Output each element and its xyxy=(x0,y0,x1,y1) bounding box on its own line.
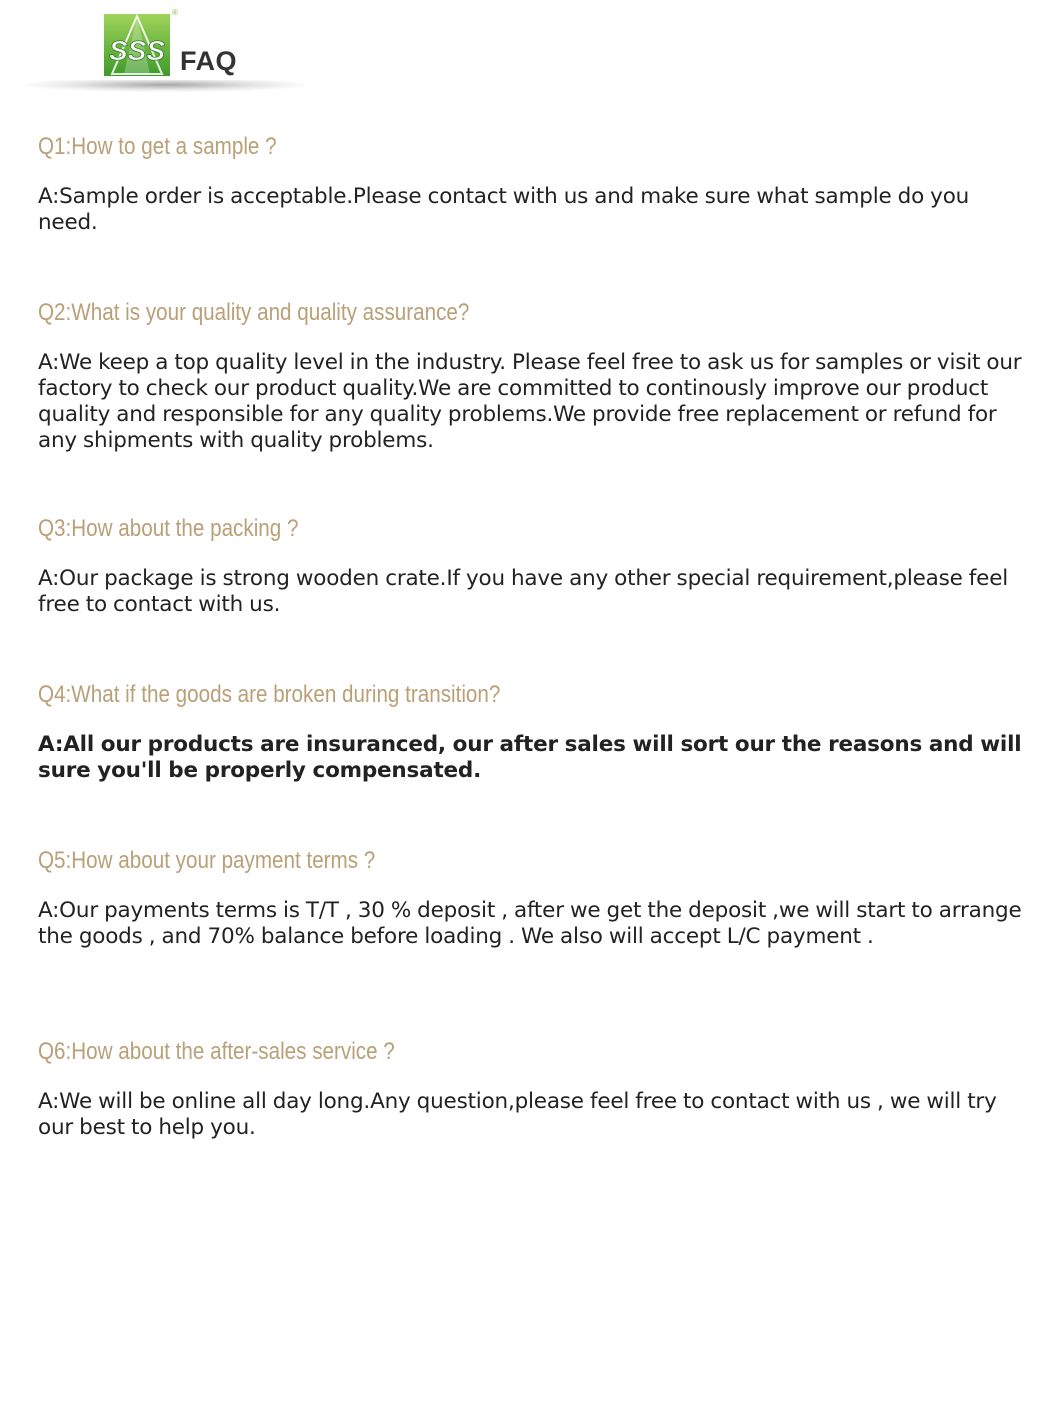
registered-mark: ® xyxy=(172,8,178,17)
faq-item-3 xyxy=(38,512,1023,618)
faq-item-2 xyxy=(38,296,1023,454)
faq-answer-5: A:Our payments terms is T/T , 30 % deposit , after we get the deposit ,we will start to arrange the goods , and 70% balance before loading . We also will accept L/C payment . xyxy=(38,898,1022,949)
logo-lettering: SSS xyxy=(108,35,166,66)
header-divider-shadow xyxy=(20,80,310,92)
faq-item-5 xyxy=(38,844,1023,950)
faq-question-1: Q1:How to get a sample ? xyxy=(38,133,277,160)
faq-item-4 xyxy=(38,678,1023,784)
page-header xyxy=(0,0,1060,100)
faq-answer-1: A:Sample order is acceptable.Please contact with us and make sure what sample do you need. xyxy=(38,184,970,235)
sss-logo-icon xyxy=(104,14,180,76)
faq-item-6 xyxy=(38,1035,1023,1141)
faq-question-6: Q6:How about the after-sales service ? xyxy=(38,1038,395,1065)
faq-question-4: Q4:What if the goods are broken during transition? xyxy=(38,681,501,708)
faq-question-2: Q2:What is your quality and quality assurance? xyxy=(38,299,470,326)
faq-item-1 xyxy=(38,130,1023,236)
page-title: FAQ xyxy=(180,46,238,76)
faq-question-5: Q5:How about your payment terms ? xyxy=(38,847,376,874)
faq-answer-2: A:We keep a top quality level in the industry. Please feel free to ask us for samples or visit our factory to check our product quality.We are committed to continously improve our product quality and responsible for any quality problems.We provide free replacement or refund for any shipments with quality problems. xyxy=(38,350,1022,453)
faq-answer-3: A:Our package is strong wooden crate.If you have any other special requirement,please feel free to contact with us. xyxy=(38,566,1008,617)
faq-question-3: Q3:How about the packing ? xyxy=(38,515,299,542)
faq-answer-6: A:We will be online all day long.Any question,please feel free to contact with us , we will try our best to help you. xyxy=(38,1089,997,1140)
faq-answer-4: A:All our products are insuranced, our after sales will sort our the reasons and will sure you'll be properly compensated. xyxy=(38,732,1022,783)
